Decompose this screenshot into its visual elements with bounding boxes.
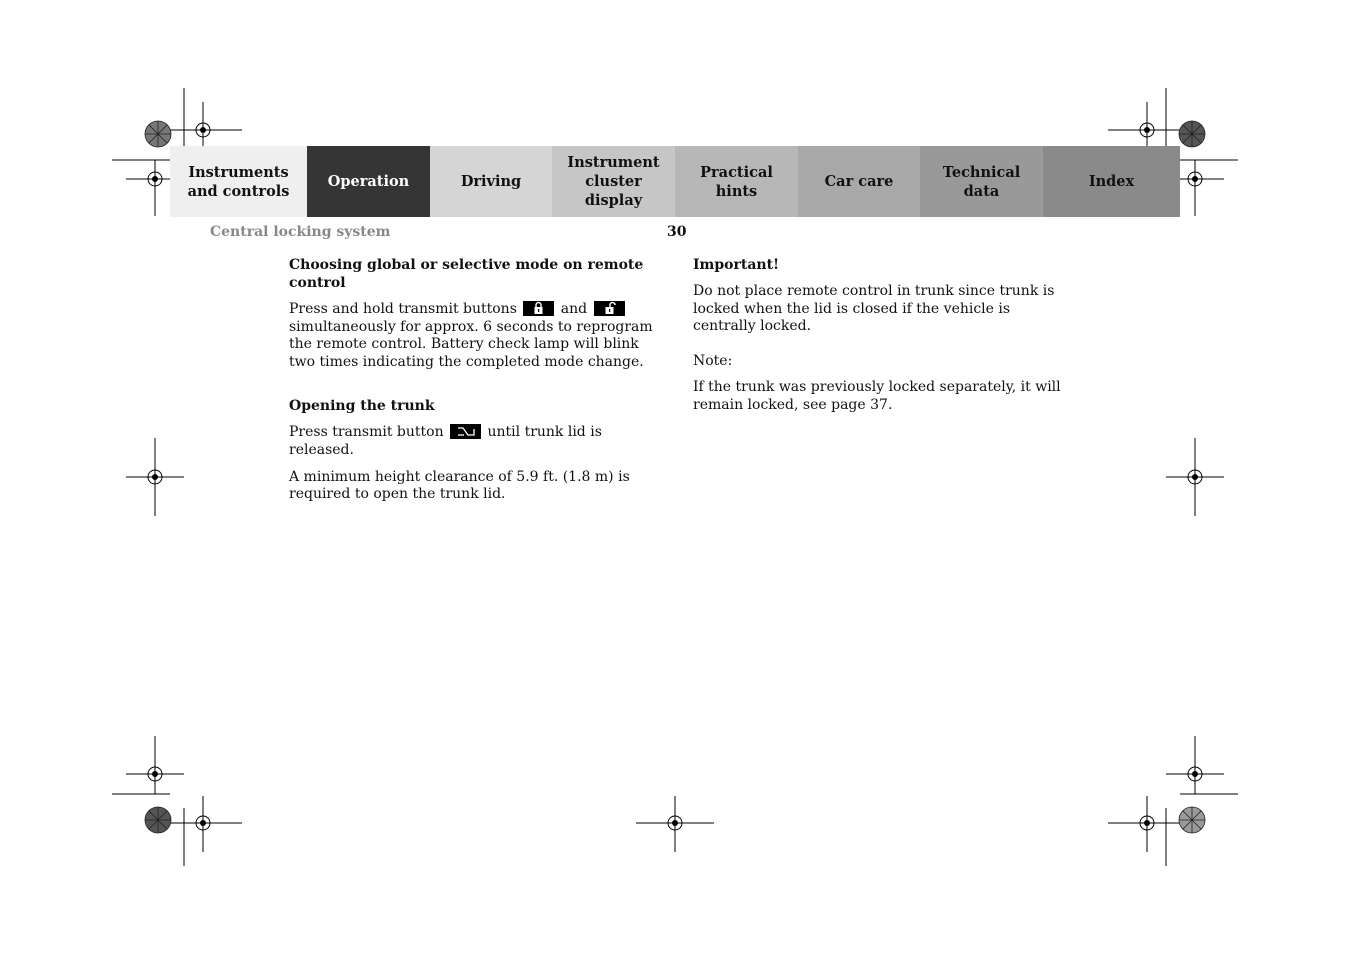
tab-practical-hints[interactable] <box>675 146 798 217</box>
left-column <box>289 256 669 513</box>
heading-mode-selection: Choosing global or selective mode on remote control <box>289 257 644 291</box>
tab-instrument-cluster-display[interactable] <box>552 146 675 217</box>
page-number: 30 <box>667 224 687 240</box>
text: Press and hold transmit buttons <box>289 301 517 317</box>
tab-label: Driving <box>460 173 522 190</box>
unlock-button-icon <box>594 301 625 316</box>
text: and <box>560 301 588 317</box>
tab-index[interactable] <box>1043 146 1180 217</box>
tab-label: Instruments and controls <box>187 163 290 200</box>
tab-label: Index <box>1088 173 1135 190</box>
paragraph-mode-instructions <box>289 301 669 371</box>
paragraph-trunk-button <box>289 424 669 459</box>
tab-driving[interactable] <box>430 146 552 217</box>
text: simultaneously for approx. 6 seconds to reprogram the remote control. Battery check lamp will blink two times indicating the completed mode change. <box>289 318 653 370</box>
text: Press transmit button <box>289 424 444 441</box>
paragraph-note: If the trunk was previously locked separately, it will remain locked, see page 37. <box>693 379 1061 413</box>
text: until trunk lid is released. <box>289 424 602 458</box>
heading-opening-trunk: Opening the trunk <box>289 398 435 415</box>
chapter-tabs <box>170 146 1180 217</box>
heading-important: Important! <box>693 257 780 273</box>
note-label: Note: <box>693 352 733 369</box>
paragraph-height-clearance: A minimum height clearance of 5.9 ft. (1.8 m) is required to open the trunk lid. <box>289 468 630 503</box>
paragraph-important: Do not place remote control in trunk since trunk is locked when the lid is closed if the vehicle is centrally locked. <box>693 283 1055 335</box>
lock-button-icon <box>523 301 554 316</box>
right-column <box>693 256 1063 424</box>
tab-label: Technical data <box>942 163 1021 200</box>
trunk-button-icon <box>450 424 481 439</box>
tab-label: Instrument cluster display <box>567 154 660 209</box>
tab-car-care[interactable] <box>798 146 920 217</box>
tab-instruments-and-controls[interactable] <box>170 146 307 217</box>
tab-label: Car care <box>824 173 894 190</box>
tab-label: Practical hints <box>700 163 773 200</box>
section-title: Central locking system <box>210 224 391 240</box>
tab-operation[interactable] <box>307 146 430 217</box>
tab-label: Operation <box>327 173 410 190</box>
tab-technical-data[interactable] <box>920 146 1043 217</box>
